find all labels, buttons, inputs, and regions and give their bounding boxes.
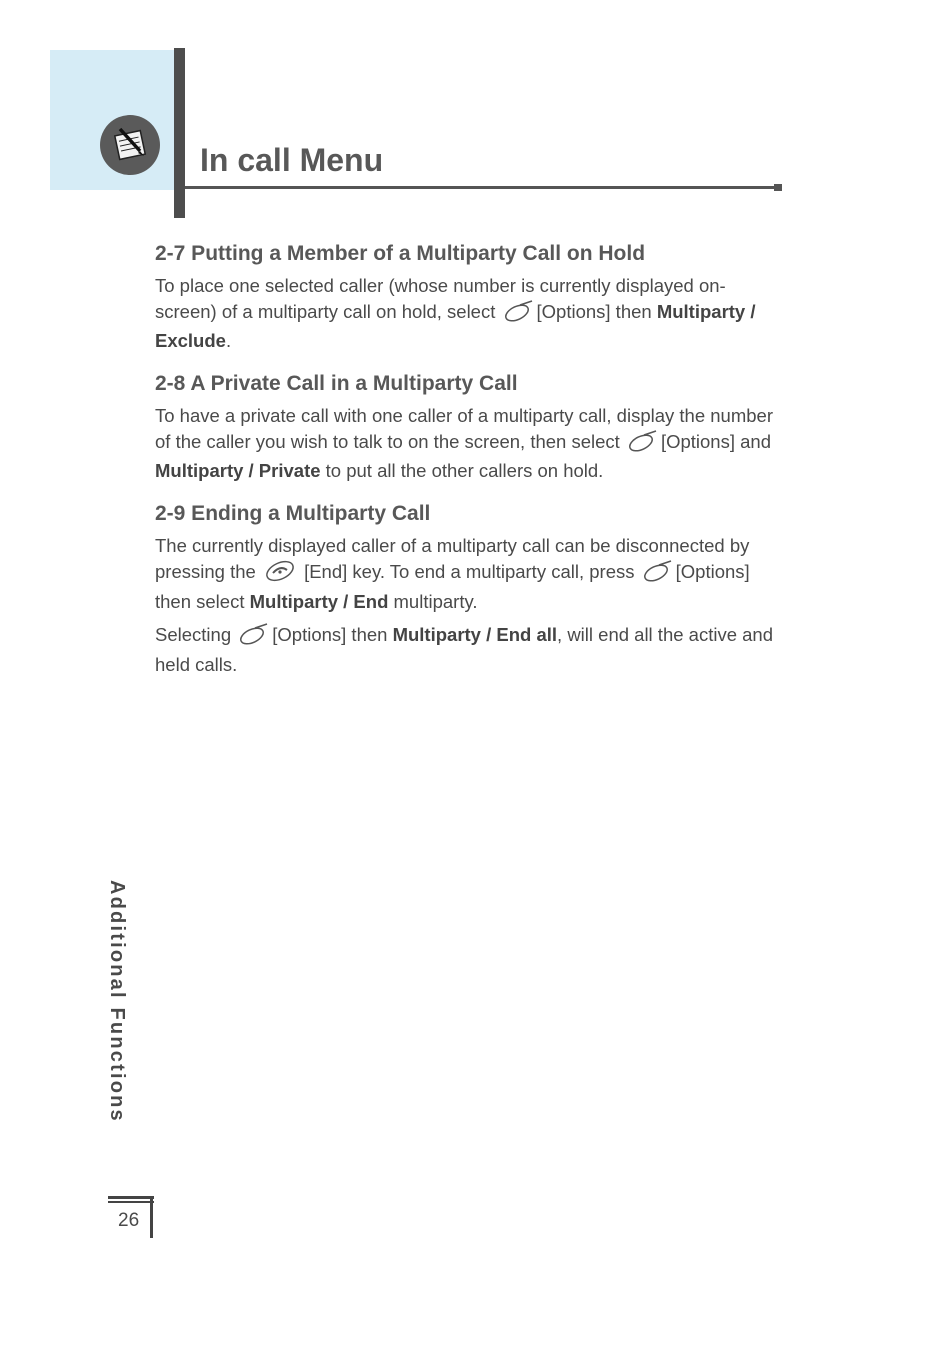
section-heading: 2-7 Putting a Member of a Multiparty Call on Hold: [155, 242, 646, 265]
header-rule-end: [774, 184, 782, 191]
soft-key-icon: [627, 430, 659, 459]
section-paragraph: To place one selected caller (whose number is currently displayed on-screen) of a multiparty call on hold, select [Options] then Multiparty / Exclude.: [155, 275, 756, 352]
page-number-rule: [108, 1201, 154, 1203]
header-vertical-bar: [174, 48, 185, 218]
section-paragraph: To have a private call with one caller of a multiparty call, display the number of the caller you wish to talk to on the screen, then select [Options] and Multiparty / Private to put all the other callers on hold.: [155, 405, 773, 482]
section-paragraph: The currently displayed caller of a multiparty call can be disconnected by pressing the [End] key. To end a multiparty call, press [Options] then select Multiparty / End multiparty.: [155, 534, 750, 612]
section-heading: 2-9 Ending a Multiparty Call: [155, 501, 431, 525]
page-number-rule: [108, 1196, 154, 1199]
soft-key-icon: [238, 623, 270, 652]
section-hold-member: [155, 240, 780, 354]
page-title: In call Menu: [200, 142, 384, 178]
page-number: 26: [118, 1210, 140, 1231]
content: [155, 240, 780, 693]
section-heading: 2-8 A Private Call in a Multiparty Call: [155, 371, 518, 395]
soft-key-icon: [642, 560, 674, 589]
section-private-call: [155, 370, 780, 484]
section-paragraph: Selecting [Options] then Multiparty / End all, will end all the active and held calls.: [155, 624, 774, 675]
side-section-label-text: Additional Functions: [106, 880, 128, 1123]
end-key-icon: [263, 558, 297, 589]
header-rule: [185, 186, 777, 189]
section-ending-call: [155, 500, 780, 678]
page-number-rule: [150, 1196, 153, 1238]
soft-key-icon: [503, 300, 535, 329]
notepad-pen-icon: [100, 115, 160, 175]
